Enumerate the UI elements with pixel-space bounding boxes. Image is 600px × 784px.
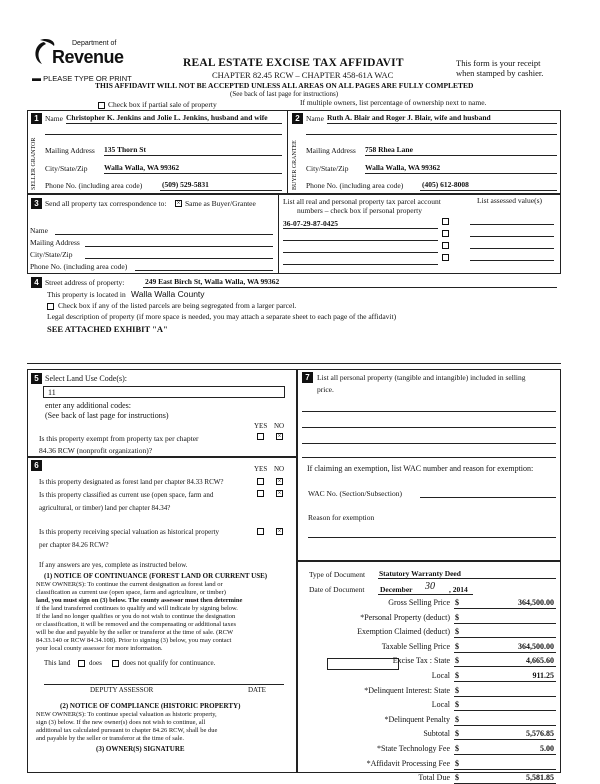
partial-sale-checkbox[interactable]	[98, 102, 105, 109]
totals-row-currency: $	[455, 612, 459, 622]
forest-land-question: Is this property designated as forest land per chapter 84.33 RCW?	[39, 478, 224, 486]
totals-row-value[interactable]: 911.25	[532, 671, 554, 680]
totals-row-label: *Personal Property (deduct)	[360, 612, 450, 622]
notice-1-line: If the land no longer qualifies or you do not wish to continue the designation	[36, 613, 236, 620]
totals-row-currency: $	[455, 729, 459, 739]
seller-mailing[interactable]: 135 Thorn St	[104, 145, 146, 154]
totals-row-underline	[454, 725, 556, 726]
notice-1-line: land, you must sign on (3) below. The county assessor must then determine	[36, 597, 243, 604]
current-use-no-checkbox[interactable]: ×	[277, 489, 282, 497]
totals-row-label: Total Due	[418, 773, 450, 783]
notice-2-line: additional tax calculated pursuant to chapter 84.26 RCW, shall be due	[36, 727, 218, 734]
parcel-number[interactable]: 36-07-29-87-0425	[283, 219, 338, 228]
wac-field[interactable]	[420, 497, 556, 498]
seller-name-label: Name	[45, 114, 63, 123]
send-correspondence-label: Send all property tax correspondence to:	[45, 199, 167, 208]
totals-row-label: *Delinquent Interest: State	[364, 685, 450, 695]
totals-row-currency: $	[455, 700, 459, 710]
totals-row-underline	[454, 652, 556, 653]
deputy-assessor-label: DEPUTY ASSESSOR	[90, 686, 154, 694]
totals-row-currency: $	[455, 744, 459, 753]
document-type-label: Type of Document	[309, 570, 366, 579]
does-not-label: does not qualify for continuance.	[123, 659, 216, 667]
parcel-checkbox-2[interactable]	[442, 230, 449, 237]
buyer-side-label: BUYER GRANTEE	[292, 140, 298, 190]
buyer-phone-label: Phone No. (including area code)	[306, 181, 404, 190]
seller-city-label: City/State/Zip	[45, 164, 88, 173]
section-7-number: 7	[302, 372, 313, 383]
parcel-list-header-1: List all real and personal property tax parcel account	[283, 197, 441, 206]
personal-property-label: List all personal property (tangible and intangible) included in selling	[317, 373, 526, 382]
reason-label: Reason for exemption	[308, 513, 375, 522]
see-back-header: (See back of last page for instructions)	[230, 90, 339, 98]
document-date-label: Date of Document	[309, 585, 365, 594]
totals-row-label: *State Technology Fee	[376, 744, 450, 753]
form-title: REAL ESTATE EXCISE TAX AFFIDAVIT	[183, 57, 404, 69]
forest-no-checkbox[interactable]: ×	[277, 477, 282, 485]
buyer-mailing-label: Mailing Address	[306, 146, 356, 155]
form-subtitle: CHAPTER 82.45 RCW – CHAPTER 458-61A WAC	[212, 70, 394, 80]
s3-city-label: City/State/Zip	[30, 250, 73, 259]
parcel-checkbox-1[interactable]	[442, 218, 449, 225]
document-date-month[interactable]: December	[380, 585, 413, 594]
same-as-buyer-checkbox[interactable]: ×	[176, 199, 181, 207]
totals-row-underline	[454, 637, 556, 638]
notice-1-line: if the land transferred continues to qualify and will indicate by signing below.	[36, 605, 238, 612]
land-use-code-field[interactable]	[43, 386, 285, 398]
section-1-number: 1	[31, 113, 42, 124]
historic-question-2: per chapter 84.26 RCW?	[39, 541, 109, 549]
same-as-buyer-label: Same as Buyer/Grantee	[185, 199, 256, 208]
revenue-logo	[30, 38, 124, 72]
does-label: does	[89, 659, 102, 667]
s3-mailing-label: Mailing Address	[30, 238, 80, 247]
additional-codes-label: enter any additional codes:	[45, 401, 131, 410]
parcel-checkbox-3[interactable]	[442, 242, 449, 249]
s5-no-header: NO	[274, 422, 285, 430]
totals-row-value[interactable]: 4,665.60	[526, 656, 554, 666]
multiple-owners-note: If multiple owners, list percentage of ownership next to name.	[300, 98, 487, 107]
totals-row-underline	[454, 710, 556, 711]
totals-row-underline	[454, 769, 556, 770]
land-use-code: 11	[48, 388, 56, 397]
totals-row-value[interactable]: 5,581.85	[526, 773, 554, 783]
seller-mailing-label: Mailing Address	[45, 146, 95, 155]
exempt-yes-checkbox[interactable]	[257, 433, 264, 440]
notice-2-title: (2) NOTICE OF COMPLIANCE (HISTORIC PROPERTY)	[60, 702, 241, 710]
current-use-question-2: agricultural, or timber) land per chapter 84.34?	[39, 504, 171, 512]
parcel-checkbox-4[interactable]	[442, 254, 449, 261]
logo-name: Revenue	[52, 47, 124, 67]
seller-side-label: SELLER GRANTOR	[31, 137, 37, 190]
totals-row-underline	[454, 754, 556, 755]
exemption-label: If claiming an exemption, list WAC number and reason for exemption:	[307, 464, 534, 473]
buyer-city[interactable]: Walla Walla, WA 99362	[365, 163, 441, 172]
receipt-note-2: when stamped by cashier.	[456, 68, 544, 78]
partial-sale-label: Check box if partial sale of property	[108, 100, 217, 109]
date-label: DATE	[248, 686, 266, 694]
land-use-see-back: (See back of last page for instructions)	[45, 411, 169, 420]
this-land-label: This land	[44, 659, 71, 667]
segregated-label: Check box if any of the listed parcels are being segregated from a larger parcel.	[58, 301, 297, 310]
please-type: ▬ PLEASE TYPE OR PRINT	[32, 73, 132, 83]
s3-phone-label: Phone No. (including area code)	[30, 262, 128, 271]
notice-2-line: and payable by the seller or transferor at the time of sale.	[36, 735, 184, 742]
totals-row-currency: $	[455, 598, 459, 607]
seller-city[interactable]: Walla Walla, WA 99362	[104, 163, 180, 172]
current-use-question-1: Is this property classified as current use (open space, farm and	[39, 491, 214, 499]
buyer-name[interactable]: Ruth A. Blair and Roger J. Blair, wife and husband	[327, 113, 491, 122]
document-date-day[interactable]: 30	[425, 581, 435, 592]
totals-row-label: *Delinquent Penalty	[384, 714, 450, 724]
seller-phone[interactable]: (509) 529-5831	[162, 180, 209, 189]
wac-label: WAC No. (Section/Subsection)	[308, 489, 402, 498]
totals-row-label: Local	[431, 671, 450, 680]
historic-yes-checkbox[interactable]	[257, 528, 264, 535]
totals-row-underline	[454, 739, 556, 740]
located-in-label: This property is located in	[47, 290, 126, 299]
totals-row-currency: $	[455, 656, 459, 666]
totals-row-value[interactable]: 364,500.00	[518, 641, 554, 651]
notice-2-line: sign (3) below. If the new owner(s) does not wish to continue, all	[36, 719, 206, 726]
street-address[interactable]: 249 East Birch St, Walla Walla, WA 99362	[145, 277, 280, 286]
buyer-mailing[interactable]: 758 Rhea Lane	[365, 145, 413, 154]
totals-row-value[interactable]: 5,576.85	[526, 729, 554, 739]
historic-question-1: Is this property receiving special valuation as historical property	[39, 528, 220, 536]
pen-icon: ▬	[32, 73, 41, 83]
notice-1-line: classification as current use (open space, farm and agriculture, or timber)	[36, 589, 226, 596]
exempt-no-checkbox[interactable]: ×	[277, 432, 282, 440]
totals-row-value[interactable]: 364,500.00	[518, 598, 554, 607]
totals-row-currency: $	[455, 773, 459, 783]
seller-phone-label: Phone No. (including area code)	[45, 181, 143, 190]
totals-row-currency: $	[455, 758, 459, 768]
segregated-checkbox[interactable]	[47, 303, 54, 310]
totals-row-label: Taxable Selling Price	[381, 641, 450, 651]
totals-row-currency: $	[455, 627, 459, 637]
notice-2-line: NEW OWNER(S): To continue special valuation as historic property,	[36, 711, 217, 718]
section-5-number: 5	[31, 373, 42, 384]
personal-property-price: price.	[317, 385, 334, 394]
s6-yes-header: YES	[254, 465, 268, 473]
current-use-yes-checkbox[interactable]	[257, 490, 264, 497]
totals-row-label: Subtotal	[423, 729, 450, 739]
totals-row-underline	[454, 681, 556, 682]
buyer-phone[interactable]: (405) 612-8008	[422, 180, 469, 189]
notice-1-line: NEW OWNER(S): To continue the current designation as forest land or	[36, 581, 223, 588]
section-2-number: 2	[292, 113, 303, 124]
s3-name-label: Name	[30, 226, 48, 235]
seller-name[interactable]: Christopher K. Jenkins and Jolie L. Jenkins, husband and wife	[66, 113, 268, 122]
document-type[interactable]: Statutory Warranty Deed	[379, 569, 461, 578]
does-not-checkbox[interactable]	[112, 660, 119, 667]
notice-1-line: 84.33.140 or RCW 84.34.108). Prior to signing (3) below, you may contact	[36, 637, 232, 644]
does-checkbox[interactable]	[78, 660, 85, 667]
notice-1-line: your local county assessor for more information.	[36, 645, 163, 652]
land-use-label: Select Land Use Code(s):	[45, 374, 127, 383]
totals-row-value[interactable]: 5.00	[540, 744, 554, 753]
totals-row-label: *Affidavit Processing Fee	[366, 758, 450, 768]
section-3-number: 3	[31, 198, 42, 209]
buyer-city-label: City/State/Zip	[306, 164, 349, 173]
notice-1-title: (1) NOTICE OF CONTINUANCE (FOREST LAND OR CURRENT USE)	[44, 572, 268, 580]
totals-row-underline	[454, 623, 556, 624]
totals-row-currency: $	[455, 714, 459, 724]
county-value[interactable]: Walla Walla County	[131, 289, 205, 299]
section-6-number: 6	[31, 460, 42, 471]
totals-row-underline	[454, 666, 556, 667]
totals-row-currency: $	[455, 685, 459, 695]
exempt-question-1: Is this property exempt from property tax per chapter	[39, 434, 199, 443]
totals-row-underline	[454, 696, 556, 697]
notice-1-line: will be due and payable by the seller or transferor at the time of sale. (RCW	[36, 629, 234, 636]
receipt-note-1: This form is your receipt	[456, 58, 541, 68]
legal-description[interactable]: SEE ATTACHED EXHIBIT "A"	[47, 324, 168, 334]
totals-row-label: Gross Selling Price	[388, 598, 450, 607]
exempt-question-2: 84.36 RCW (nonprofit organization)?	[39, 446, 153, 455]
owner-signature-label: (3) OWNER(S) SIGNATURE	[96, 745, 185, 753]
logo-dept: Department of	[72, 40, 117, 47]
totals-row-label: Local	[431, 700, 450, 710]
document-date-year[interactable]: , 2014	[449, 585, 468, 594]
if-yes-instructions: If any answers are yes, complete as instructed below.	[39, 561, 188, 569]
s5-yes-header: YES	[254, 422, 268, 430]
totals-row-underline	[454, 608, 556, 609]
totals-row-currency: $	[455, 641, 459, 651]
forest-yes-checkbox[interactable]	[257, 478, 264, 485]
section-4-number: 4	[31, 277, 42, 288]
historic-no-checkbox[interactable]: ×	[277, 527, 282, 535]
buyer-name-label: Name	[306, 114, 324, 123]
form-warning: THIS AFFIDAVIT WILL NOT BE ACCEPTED UNLESS ALL AREAS ON ALL PAGES ARE FULLY COMPLETED	[95, 81, 474, 90]
notice-1-line: or classification, it will be removed and the compensating or additional taxes	[36, 621, 236, 628]
legal-description-label: Legal description of property (if more space is needed, you may attach a separate sheet to each page of the affidavit)	[47, 312, 397, 321]
s6-no-header: NO	[274, 465, 285, 473]
totals-row-label: Excise Tax : State	[392, 656, 450, 666]
totals-row-label: Exemption Claimed (deduct)	[357, 627, 450, 637]
parcel-list-header-2: numbers – check box if personal property	[297, 206, 422, 215]
assessed-values-header: List assessed value(s)	[477, 196, 542, 205]
street-address-label: Street address of property:	[45, 278, 125, 287]
totals-row-currency: $	[455, 671, 459, 680]
